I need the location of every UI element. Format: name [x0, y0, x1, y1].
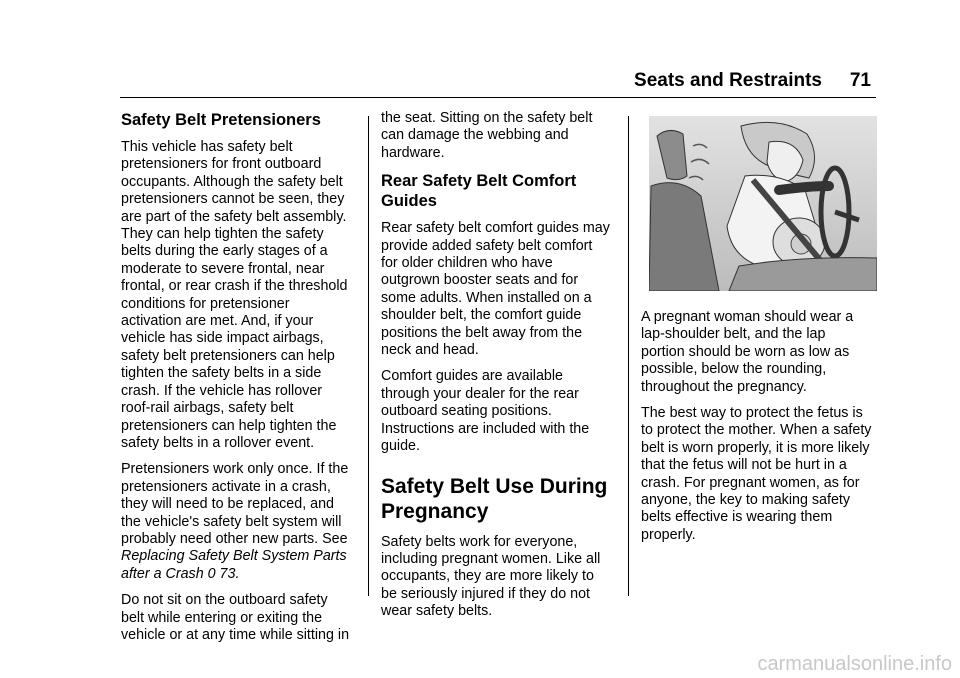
text-line: can damage the webbing and	[381, 127, 569, 144]
text-line: outboard seating positions.	[381, 403, 552, 420]
text-line: Rear safety belt comfort guides may	[381, 220, 610, 237]
text-line: moderate to severe frontal, near	[121, 260, 325, 277]
paragraph-pretensioners-intro	[121, 139, 363, 452]
text-line: wear safety belts.	[381, 603, 493, 620]
paragraph-do-not-sit	[121, 592, 363, 644]
text-line: pretensioners for front outboard	[121, 156, 322, 173]
watermark: carmanualsonline.info	[757, 653, 952, 675]
text-line: portion should be worn as low as	[641, 343, 850, 360]
text-line: provide added safety belt comfort	[381, 237, 593, 254]
text-line: The best way to protect the fetus is	[641, 405, 863, 422]
text-line: belt is worn properly, it is more likely	[641, 439, 870, 456]
text-line: conditions for pretensioner	[121, 295, 290, 312]
paragraph-pregnancy-intro	[381, 534, 621, 621]
heading-safety-belt-pretensioners: Safety Belt Pretensioners	[121, 111, 321, 129]
text-line: pretensioners cannot be seen, they	[121, 191, 345, 208]
text-line: to protect the mother. When a safety	[641, 422, 872, 439]
text-line: guide.	[381, 438, 420, 455]
text-line: occupants, they are more likely to	[381, 568, 594, 585]
text-line: vehicle or at any time while sitting in	[121, 626, 350, 643]
text-line: neck and head.	[381, 342, 479, 359]
paragraph-comfort-guides	[381, 220, 621, 359]
text-line: positions the belt away from the	[381, 324, 583, 341]
text-line: vehicle has side impact airbags,	[121, 330, 324, 347]
cross-reference-link[interactable]	[121, 548, 363, 565]
text-line: are part of the safety belt assembly.	[121, 208, 347, 225]
heading-line: Guides	[381, 192, 437, 211]
text-line: some adults. When installed on a	[381, 289, 592, 306]
text-line: be seriously injured if they do not	[381, 585, 591, 602]
text-line: Comfort guides are available	[381, 368, 563, 385]
paragraph-comfort-availability	[381, 368, 621, 455]
text-line: A pregnant woman should wear a	[641, 309, 854, 325]
text-line: Do not sit on the outboard safety	[121, 592, 328, 609]
text-line: belts during the early stages of a	[121, 243, 328, 260]
page-reference[interactable]: 0 73.	[207, 565, 240, 582]
text-line: Pretensioners work only once. If the	[121, 461, 349, 478]
paragraph-pretensioners-once	[121, 461, 363, 583]
text-line: safety belt pretensioners can help	[121, 347, 335, 364]
text-line: properly.	[641, 526, 696, 543]
column-3	[641, 116, 881, 553]
text-line: frontal, or rear crash if the threshold	[121, 278, 348, 295]
text-line: Safety belts work for everyone,	[381, 533, 578, 550]
text-line: occupants. Although the safety belt	[121, 173, 343, 190]
cross-reference-link[interactable]	[121, 566, 363, 583]
column-divider-1	[368, 116, 369, 596]
text-line: throughout the pregnancy.	[641, 378, 807, 395]
column-divider-2	[628, 116, 629, 596]
text-line: for older children who have	[381, 255, 553, 272]
text-line: belt while entering or exiting the	[121, 609, 323, 626]
text-line: probably need other new parts. See	[121, 530, 348, 547]
text-line: crash. If the vehicle has rollover	[121, 382, 323, 399]
link-text[interactable]: Replacing Safety Belt System Parts	[121, 548, 347, 565]
text-line: the vehicle's safety belt system will	[121, 513, 342, 530]
text-line: This vehicle has safety belt	[121, 139, 293, 155]
text-line: roof-rail airbags, safety belt	[121, 400, 294, 417]
page-header-title: Seats and Restraints	[634, 70, 822, 91]
text-line: possible, below the rounding,	[641, 361, 827, 378]
text-line: pretensioners activate in a crash,	[121, 478, 331, 495]
heading-line: Safety Belt Use During	[381, 474, 608, 498]
pregnant-driver-illustration	[649, 116, 877, 291]
column-1	[121, 110, 363, 653]
link-text[interactable]: after a Crash	[121, 565, 204, 582]
text-line: belts effective is wearing them	[641, 509, 833, 526]
text-line: pretensioners can help tighten the	[121, 417, 337, 434]
text-line: including pregnant women. Like all	[381, 550, 601, 567]
column-2	[381, 110, 621, 630]
text-line: Instructions are included with the	[381, 420, 590, 437]
text-line: activation are met. And, if your	[121, 313, 314, 330]
text-line: through your dealer for the rear	[381, 385, 579, 402]
paragraph-continued	[381, 110, 621, 162]
text-line: they will need to be replaced, and	[121, 496, 335, 513]
paragraph-pregnant-lap-belt	[641, 309, 881, 396]
text-line: crash. For pregnant women, as for	[641, 474, 860, 491]
text-line: hardware.	[381, 144, 445, 161]
text-line: that the fetus will not be hurt in a	[641, 457, 847, 474]
heading-rear-comfort-guides	[381, 171, 621, 211]
text-line: the seat. Sitting on the safety belt	[381, 110, 593, 126]
heading-line: Rear Safety Belt Comfort	[381, 172, 577, 191]
header-rule	[120, 97, 876, 98]
text-line: shoulder belt, the comfort guide	[381, 307, 582, 324]
text-line: safety belts in a rollover event.	[121, 434, 315, 451]
heading-line: Pregnancy	[381, 499, 489, 523]
heading-safety-belt-pregnancy	[381, 474, 621, 524]
paragraph-protect-fetus	[641, 405, 881, 544]
text-line: outgrown booster seats and for	[381, 272, 579, 289]
text-line: lap-shoulder belt, and the lap	[641, 326, 826, 343]
page-number: 71	[849, 70, 871, 91]
text-line: They can help tighten the safety	[121, 226, 324, 243]
text-line: anyone, the key to making safety	[641, 492, 851, 509]
text-line: tighten the safety belts in a side	[121, 365, 322, 382]
